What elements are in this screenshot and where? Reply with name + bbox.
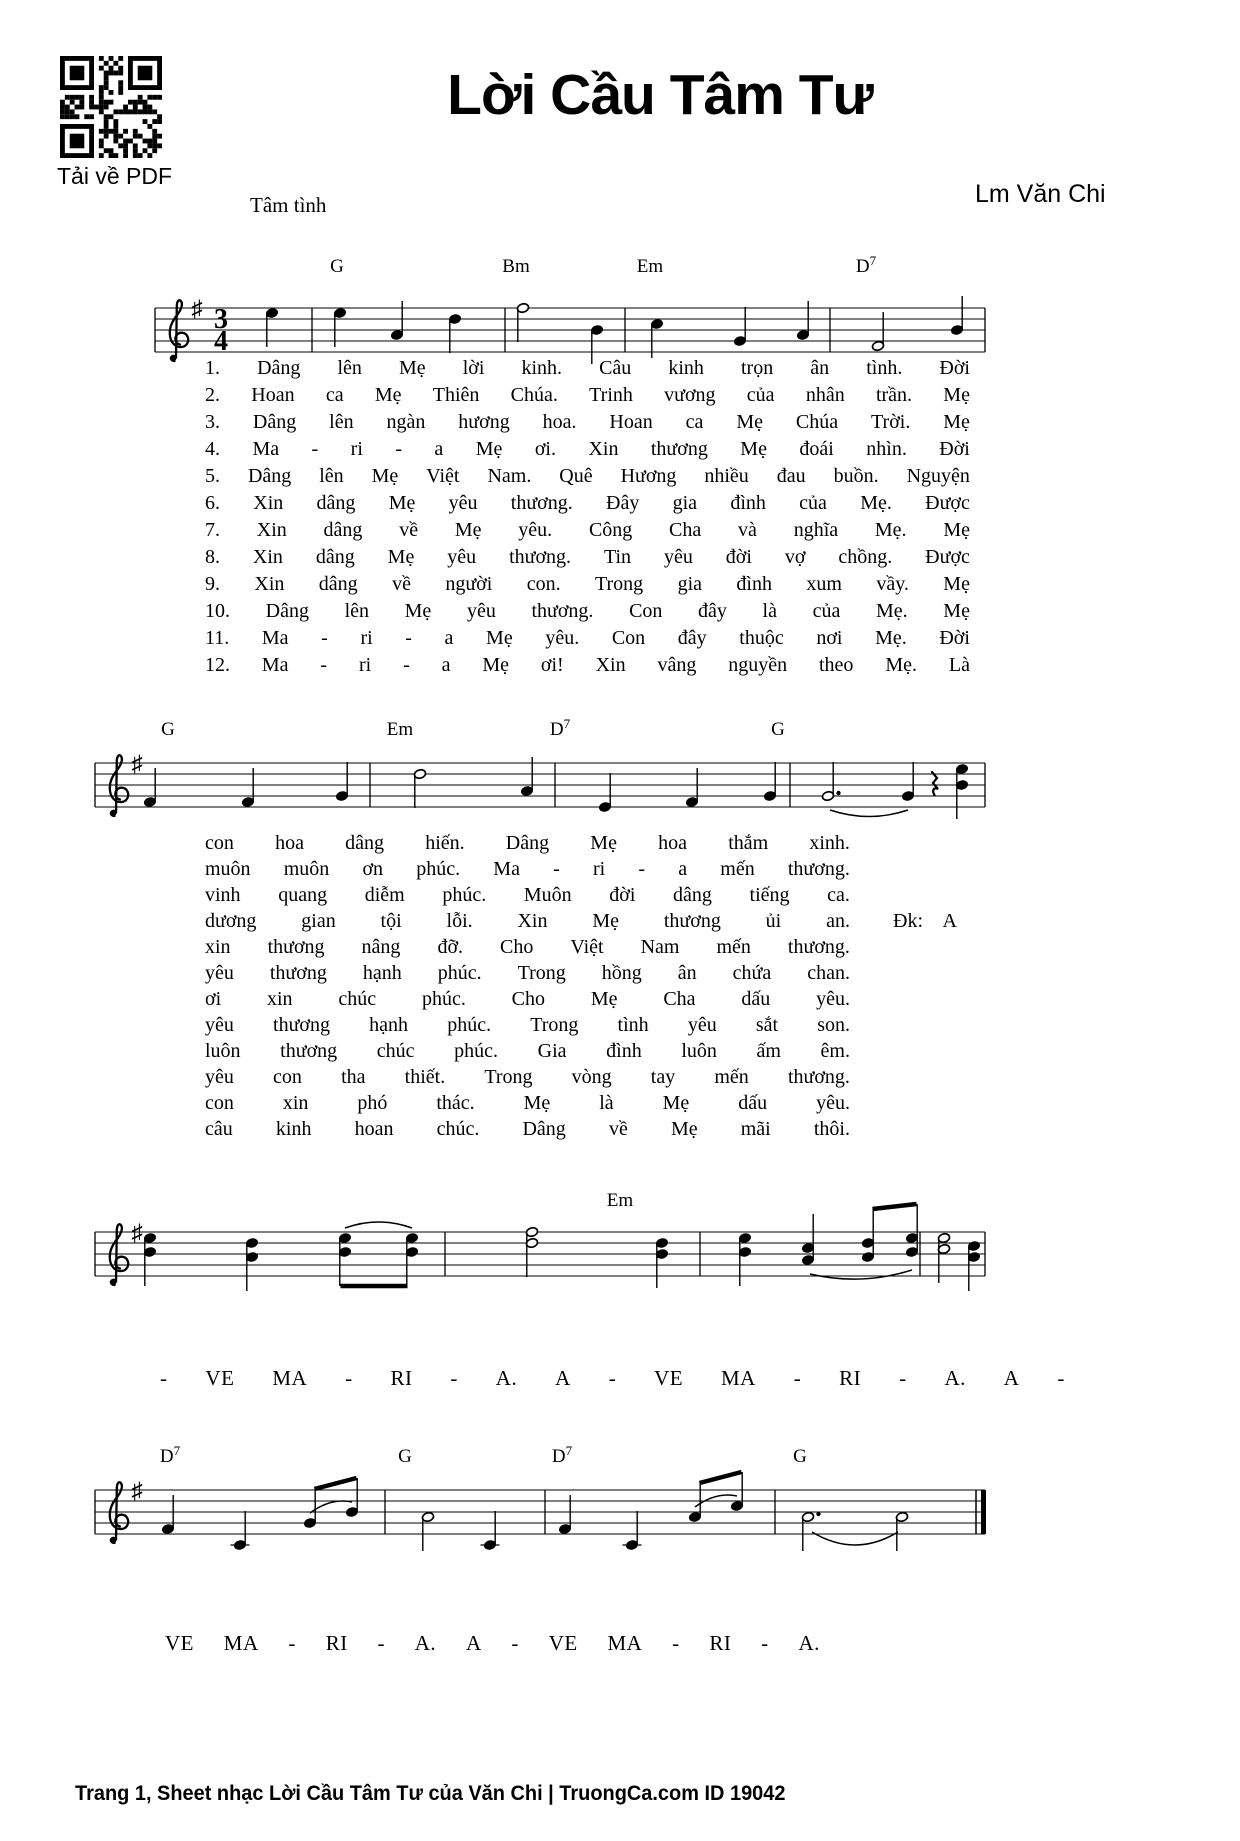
verse-block-2-line: luôn thương chúc phúc. Gia đình luôn ấm êm. — [205, 1040, 850, 1062]
verse-block-1-line: 7. Xin dâng về Mẹ yêu. Công Cha và nghĩa Mẹ. Mẹ — [205, 519, 970, 541]
download-pdf-link[interactable]: Tải về PDF — [57, 163, 173, 189]
svg-text:Em: Em — [606, 1190, 634, 1211]
svg-text:G: G — [161, 719, 175, 740]
verse-block-1-line: 1. Dâng lên Mẹ lời kinh. Câu kinh trọn ân tình. Đời — [205, 357, 970, 379]
svg-text:D7: $D^7$ — [549, 716, 571, 740]
verse-block-1-line: 2. Hoan ca Mẹ Thiên Chúa. Trinh vương của nhân trần. Mẹ — [205, 384, 970, 406]
verse-block-1-line: 8. Xin dâng Mẹ yêu thương. Tin yêu đời vợ chồng. Được — [205, 546, 970, 568]
verse-block-2-line: con hoa dâng hiến. Dâng Mẹ hoa thắm xinh. — [205, 832, 850, 854]
verse-block-1-line: 11. Ma - ri - a Mẹ yêu. Con đây thuộc nơi Mẹ. Đời — [205, 627, 970, 649]
verse-block-2-line: con xin phó thác. Mẹ là Mẹ dấu yêu. — [205, 1092, 850, 1114]
svg-text:3: 3 — [214, 304, 228, 335]
svg-text:D7: $D^7$ — [855, 253, 877, 277]
verse-block-1-line: 10. Dâng lên Mẹ yêu thương. Con đây là của Mẹ. Mẹ — [205, 600, 970, 622]
verse-block-1-line: 12. Ma - ri - a Mẹ ơi! Xin vâng nguyền theo Mẹ. Là — [205, 654, 970, 676]
svg-text:♯: ♯ — [131, 1478, 143, 1503]
svg-text:♯: ♯ — [191, 296, 203, 321]
svg-text:Em: Em — [636, 256, 664, 277]
ave-line-1-line: - VE MA - RI - A. A - VE MA - RI - A. A - — [160, 1366, 1065, 1390]
svg-text:Em: Em — [386, 719, 414, 740]
verse-block-2-line: dương gian tội lỗi. Xin Mẹ thương ủi an. — [205, 910, 850, 932]
svg-text:♯: ♯ — [131, 1220, 143, 1245]
svg-text:D7: $D^7$ — [159, 1443, 181, 1467]
svg-text:D7: $D^7$ — [551, 1443, 573, 1467]
verse-block-2-line: yêu thương hạnh phúc. Trong hồng ân chứa chan. — [205, 962, 850, 984]
svg-text:♯: ♯ — [131, 751, 143, 776]
verse-block-2-line: câu kinh hoan chúc. Dâng về Mẹ mãi thôi. — [205, 1118, 850, 1140]
svg-text:G: G — [398, 1446, 412, 1467]
footer-text: Trang 1, Sheet nhạc Lời Cầu Tâm Tư của Văn Chi | TruongCa.com ID 19042 — [75, 1782, 786, 1805]
svg-text:G: G — [771, 719, 785, 740]
verse-block-2-line: vinh quang diễm phúc. Muôn đời dâng tiếng ca. — [205, 884, 850, 906]
chorus-marker: Đk: A — [893, 910, 957, 932]
ave-line-2-line: VE MA - RI - A. A - VE MA - RI - A. — [165, 1631, 820, 1655]
verse-block-1-line: 5. Dâng lên Mẹ Việt Nam. Quê Hương nhiều đau buồn. Nguyện — [205, 465, 970, 487]
page-title: Lời Cầu Tâm Tư — [447, 63, 873, 127]
verse-block-2-line: yêu thương hạnh phúc. Trong tình yêu sắt son. — [205, 1014, 850, 1036]
tempo-label: Tâm tình — [250, 193, 327, 217]
svg-text:4: 4 — [214, 326, 228, 357]
verse-block-1-line: 6. Xin dâng Mẹ yêu thương. Đây gia đình của Mẹ. Được — [205, 492, 970, 514]
svg-text:Bm: Bm — [502, 256, 530, 277]
verse-block-2-line: ơi xin chúc phúc. Cho Mẹ Cha dấu yêu. — [205, 988, 850, 1010]
verse-block-1-line: 9. Xin dâng về người con. Trong gia đình xum vầy. Mẹ — [205, 573, 970, 595]
svg-text:G: G — [793, 1446, 807, 1467]
verse-block-1-line: 3. Dâng lên ngàn hương hoa. Hoan ca Mẹ Chúa Trời. Mẹ — [205, 411, 970, 433]
verse-block-1-line: 4. Ma - ri - a Mẹ ơi. Xin thương Mẹ đoái nhìn. Đời — [205, 438, 970, 460]
verse-block-2-line: yêu con tha thiết. Trong vòng tay mến thương. — [205, 1066, 850, 1088]
svg-text:G: G — [330, 256, 344, 277]
author-label: Lm Văn Chi — [975, 180, 1106, 208]
verse-block-2-line: xin thương nâng đỡ. Cho Việt Nam mến thương. — [205, 936, 850, 958]
verse-block-2-line: muôn muôn ơn phúc. Ma - ri - a mến thương. — [205, 858, 850, 880]
